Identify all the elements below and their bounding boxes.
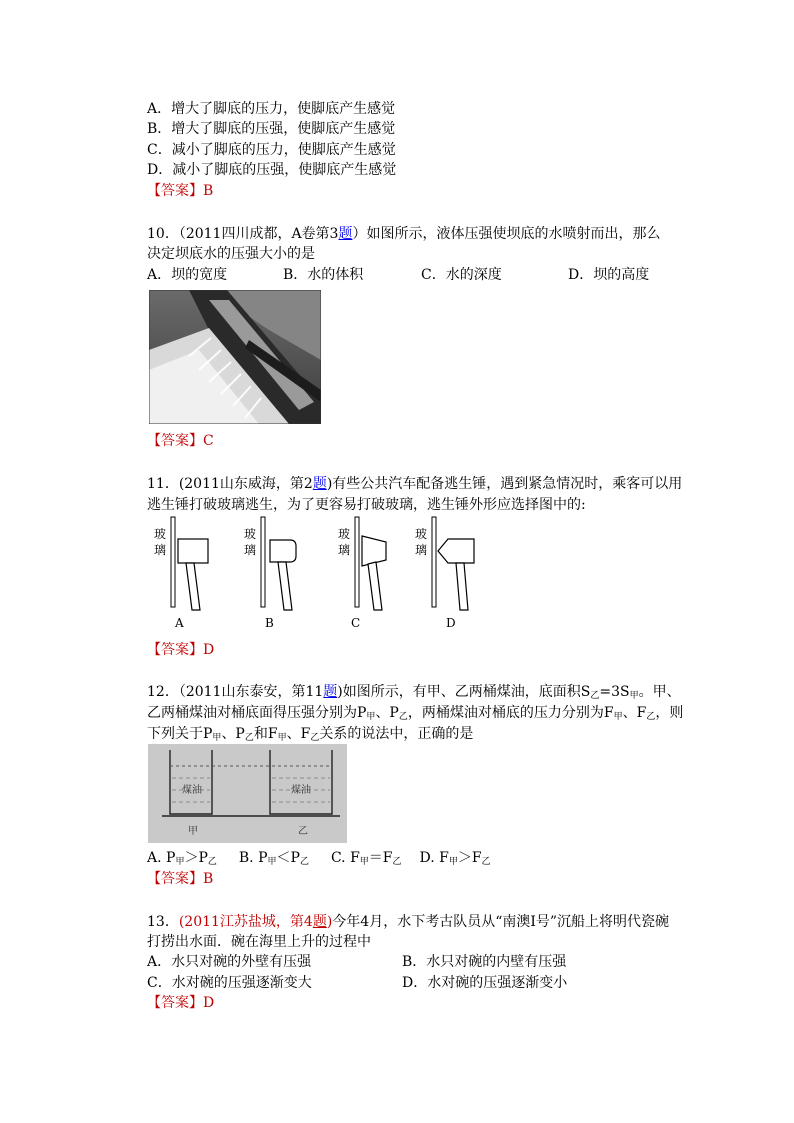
q11-stem-line2: 逃生锤打破玻璃逃生，为了更容易打破玻璃，逃生锤外形应选择图中的:: [147, 497, 586, 513]
svg-text:璃: 璃: [415, 543, 428, 557]
hammer-a: [154, 517, 208, 630]
answer-value: B: [203, 871, 214, 887]
q9-answer: [147, 181, 213, 201]
barrel-left-caption: 甲: [188, 826, 198, 837]
barrel-right-label: 煤油: [291, 785, 311, 796]
hammer-b: [244, 517, 296, 630]
svg-text:璃: 璃: [338, 543, 351, 557]
dam-photo: [149, 290, 321, 424]
q10-stem-text: 10．（2011四川成都，A卷第3: [147, 226, 339, 242]
kerosene-barrels-figure: [148, 744, 347, 843]
q13-option-c: C．水对碗的压强逐渐变大: [147, 975, 312, 991]
q13-link[interactable]: 题: [312, 914, 327, 930]
answer-value: B: [203, 183, 214, 199]
answer-value: D: [203, 995, 215, 1011]
q11-stem-text-end: )有些公共汽车配备逃生锤，遇到紧急情况时，乘客可以用: [326, 476, 683, 492]
q12-options: A. $P_甲>P_乙$ B. $P_甲<P_乙$ C. $F_甲=F_乙$ D. $F_甲>F_乙$: [147, 850, 491, 867]
q10-option-a: A．坝的宽度: [147, 267, 228, 283]
q13-option-a: A．水只对碗的外壁有压强: [147, 954, 312, 970]
q9-option-a: A．增大了脚底的压力，使脚底产生感觉: [147, 101, 396, 117]
answer-label: 【答案】: [147, 433, 203, 449]
q10-stem-text-end: ）如图所示，液体压强使坝底的水喷射而出，那么: [352, 226, 661, 242]
answer-label: 【答案】: [147, 642, 203, 658]
q11-answer: [147, 640, 214, 660]
barrel-left-label: 煤油: [182, 785, 202, 796]
q13-option-b: B．水只对碗的内壁有压强: [402, 954, 567, 970]
answer-label: 【答案】: [147, 871, 203, 887]
q10-option-b: B．水的体积: [283, 267, 364, 283]
q9-option-c: C．减小了脚底的压力，使脚底产生感觉: [147, 142, 396, 158]
answer-value: C: [203, 433, 214, 449]
hammer-label-a: A: [175, 616, 184, 630]
svg-text:玻: 玻: [415, 527, 428, 541]
answer-label: 【答案】: [147, 183, 203, 199]
q12-stem-line1: 12．（2011山东泰安，第11题)如图所示，有甲、乙两桶煤油，底面积$S_乙=3S_甲$。甲、: [147, 684, 681, 701]
q10-link[interactable]: 题: [338, 226, 353, 242]
q11-stem-text: 11．(2011山东威海，第2: [147, 476, 313, 492]
answer-value: D: [203, 642, 215, 658]
hammer-c: [338, 517, 386, 630]
answer-label: 【答案】: [147, 995, 203, 1011]
q13-answer: [147, 993, 214, 1013]
q11-link[interactable]: 题: [312, 476, 327, 492]
svg-text:璃: 璃: [154, 543, 167, 557]
q13-option-d: D．水对碗的压强逐渐变小: [402, 975, 568, 991]
hammer-figures: [150, 514, 490, 634]
svg-text:玻: 玻: [338, 527, 351, 541]
q13-stem-line1: 13．(2011江苏盐城，第4题)今年4月，水下考古队员从“南澳Ⅰ号”沉船上将明代瓷碗: [147, 914, 670, 930]
q12-link[interactable]: 题: [323, 684, 338, 700]
q12-answer: [147, 869, 213, 889]
barrel-right-caption: 乙: [298, 826, 308, 837]
q11-stem-line1: [147, 474, 682, 494]
q9-option-b: B．增大了脚底的压强，使脚底产生感觉: [147, 121, 396, 137]
glass-label: 玻: [154, 527, 167, 541]
q10-stem-line2: 决定坝底水的压强大小的是: [147, 246, 315, 262]
q10-option-d: D．坝的高度: [568, 267, 650, 283]
q12-stem-line3: 下列关于$P_甲$、$P_乙$和$F_甲$、$F_乙$关系的说法中，正确的是: [147, 726, 474, 743]
q10-option-c: C．水的深度: [421, 267, 502, 283]
q10-stem-line1: [147, 224, 660, 244]
q9-option-d: D．减小了脚底的压强，使脚底产生感觉: [147, 162, 397, 178]
q10-answer: [147, 431, 214, 451]
q12-stem-line2: 乙两桶煤油对桶底面得压强分别为$P_甲$、$P_乙$，两桶煤油对桶底的压力分别为$F_甲$、$F_乙$，则: [147, 705, 684, 722]
hammer-label-c: C: [351, 616, 361, 630]
hammer-label-b: B: [265, 616, 274, 630]
hammer-label-d: D: [446, 616, 456, 630]
q13-stem-line2: 打捞出水面．碗在海里上升的过程中: [147, 934, 371, 950]
hammer-d: [415, 517, 474, 630]
svg-text:玻: 玻: [244, 527, 257, 541]
svg-text:璃: 璃: [244, 543, 257, 557]
